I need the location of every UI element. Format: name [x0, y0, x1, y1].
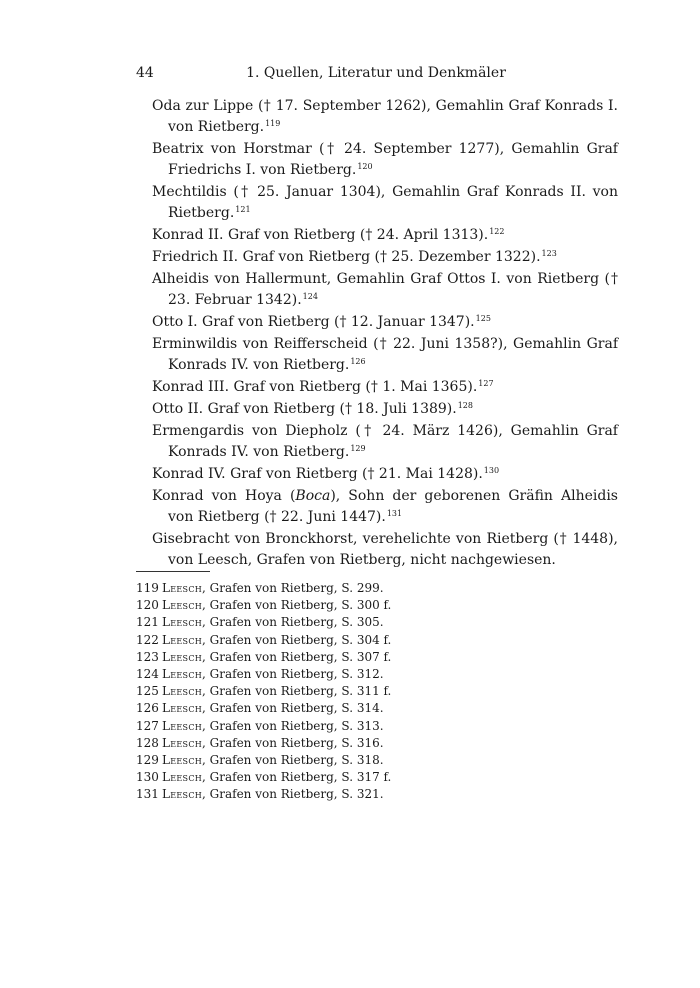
footnote-number: 122 — [136, 632, 159, 647]
footnote — [136, 718, 606, 735]
entry-text: Friedrich II. Graf von Rietberg († 25. Dezember 1322). — [152, 249, 541, 265]
list-item — [152, 399, 618, 420]
footnote-number: 126 — [136, 701, 159, 716]
entry-text: Konrad III. Graf von Rietberg († 1. Mai 1365). — [152, 379, 478, 395]
footnote-ref: 126 — [350, 357, 366, 366]
footnote — [136, 700, 606, 717]
entry-list — [152, 96, 618, 572]
footnote-text: , Grafen von Rietberg, S. 317 f. — [202, 770, 392, 785]
footnote-ref: 122 — [489, 227, 505, 236]
footnote-ref: 124 — [302, 292, 318, 301]
footnote-number: 131 — [136, 787, 159, 802]
footnote-text: , Grafen von Rietberg, S. 313. — [202, 718, 384, 733]
page-header — [136, 62, 616, 84]
footnote-number: 129 — [136, 753, 159, 768]
footnote-author: Leesch — [162, 787, 203, 802]
footnote-author: Leesch — [162, 770, 203, 785]
footnote-author: Leesch — [162, 632, 203, 647]
page-number: 44 — [136, 65, 154, 81]
footnote-list — [136, 580, 606, 804]
footnote — [136, 614, 606, 631]
footnote — [136, 752, 606, 769]
footnote — [136, 786, 606, 803]
footnote-author: Leesch — [162, 718, 203, 733]
footnote-ref: 128 — [457, 401, 473, 410]
footnote-ref: 129 — [350, 444, 366, 453]
footnote-divider — [136, 571, 210, 572]
list-item — [152, 334, 618, 376]
footnote-ref: 120 — [357, 162, 373, 171]
entry-text: Gisebracht von Bronckhorst, verehelichte von Rietberg († 1448), von Leesch, Grafen von Rietberg, nicht nachgewiesen. — [152, 531, 618, 568]
entry-text: Beatrix von Horstmar († 24. September 1277), Gemahlin Graf Friedrichs I. von Rietberg. — [152, 141, 618, 178]
footnote-ref: 125 — [475, 314, 491, 323]
footnote-author: Leesch — [162, 615, 203, 630]
footnote-number: 127 — [136, 718, 159, 733]
entry-text-before: Konrad von Hoya ( — [152, 488, 296, 504]
footnote-number: 130 — [136, 770, 159, 785]
footnote-number: 125 — [136, 684, 159, 699]
footnote-ref: 121 — [235, 205, 251, 214]
list-item — [152, 182, 618, 224]
list-item — [152, 139, 618, 181]
footnote-number: 119 — [136, 581, 159, 595]
footnote-number: 128 — [136, 735, 159, 750]
footnote-author: Leesch — [162, 684, 203, 699]
footnote-author: Leesch — [162, 735, 203, 750]
list-item — [152, 247, 618, 268]
running-title: 1. Quellen, Literatur und Denkmäler — [246, 65, 506, 81]
list-item — [152, 421, 618, 463]
footnote-author: Leesch — [162, 667, 203, 682]
footnote-author: Leesch — [162, 753, 203, 768]
footnote-text: , Grafen von Rietberg, S. 305. — [202, 615, 384, 630]
entry-text: Alheidis von Hallermunt, Gemahlin Graf Ottos I. von Rietberg († 23. Februar 1342). — [152, 271, 618, 308]
footnote-text: , Grafen von Rietberg, S. 311 f. — [202, 684, 392, 699]
footnote-author: Leesch — [162, 649, 203, 664]
footnote-text: , Grafen von Rietberg, S. 321. — [202, 787, 384, 802]
entry-text: Konrad IV. Graf von Rietberg († 21. Mai 1428). — [152, 466, 483, 482]
footnote-ref: 130 — [483, 466, 500, 475]
footnote-number: 121 — [136, 615, 159, 630]
footnote-ref: 131 — [386, 509, 403, 518]
entry-text: Otto I. Graf von Rietberg († 12. Januar 1347). — [152, 314, 475, 330]
entry-text: Oda zur Lippe († 17. September 1262), Gemahlin Graf Konrads I. von Rietberg. — [152, 98, 618, 135]
list-item — [152, 312, 618, 333]
footnote-text: , Grafen von Rietberg, S. 299. — [202, 581, 384, 595]
footnote-text: , Grafen von Rietberg, S. 300 f. — [202, 598, 392, 613]
footnote — [136, 580, 606, 597]
footnote — [136, 769, 606, 786]
entry-text: Erminwildis von Reifferscheid († 22. Juni 1358?), Gemahlin Graf Konrads IV. von Rietberg. — [152, 336, 618, 373]
footnote — [136, 632, 606, 649]
footnote-author: Leesch — [162, 701, 203, 716]
footnote — [136, 735, 606, 752]
list-item — [152, 377, 618, 398]
footnote — [136, 597, 606, 614]
entry-text: Mechtildis († 25. Januar 1304), Gemahlin Graf Konrads II. von Rietberg. — [152, 184, 618, 221]
entry-text: Ermengardis von Diepholz († 24. März 1426), Gemahlin Graf Konrads IV. von Rietberg. — [152, 423, 618, 460]
entry-text: Otto II. Graf von Rietberg († 18. Juli 1389). — [152, 401, 457, 417]
footnote-number: 120 — [136, 598, 159, 613]
footnote-number: 124 — [136, 667, 159, 682]
footnote — [136, 666, 606, 683]
footnote-text: , Grafen von Rietberg, S. 312. — [202, 667, 384, 682]
footnote-text: , Grafen von Rietberg, S. 307 f. — [202, 649, 392, 664]
footnote-text: , Grafen von Rietberg, S. 304 f. — [202, 632, 392, 647]
footnote — [136, 649, 606, 666]
entry-text-after: ), Sohn der geborenen Gräfin Alheidis von Rietberg († 22. Juni 1447). — [168, 488, 618, 525]
list-item — [152, 96, 618, 138]
footnote-ref: 119 — [265, 119, 281, 128]
list-item — [152, 529, 618, 571]
footnote-text: , Grafen von Rietberg, S. 318. — [202, 753, 384, 768]
footnote-ref: 127 — [478, 379, 494, 388]
list-item — [152, 464, 618, 485]
footnote-text: , Grafen von Rietberg, S. 316. — [202, 735, 384, 750]
entry-italic-name: Boca — [295, 488, 331, 504]
footnote-author: Leesch — [162, 581, 203, 595]
footnote-text: , Grafen von Rietberg, S. 314. — [202, 701, 384, 716]
list-item — [152, 225, 618, 246]
footnote-number: 123 — [136, 649, 159, 664]
entry-text: Konrad II. Graf von Rietberg († 24. April 1313). — [152, 227, 489, 243]
list-item — [152, 486, 618, 528]
footnote-ref: 123 — [541, 249, 557, 258]
list-item — [152, 269, 618, 311]
footnote — [136, 683, 606, 700]
footnote-author: Leesch — [162, 598, 203, 613]
